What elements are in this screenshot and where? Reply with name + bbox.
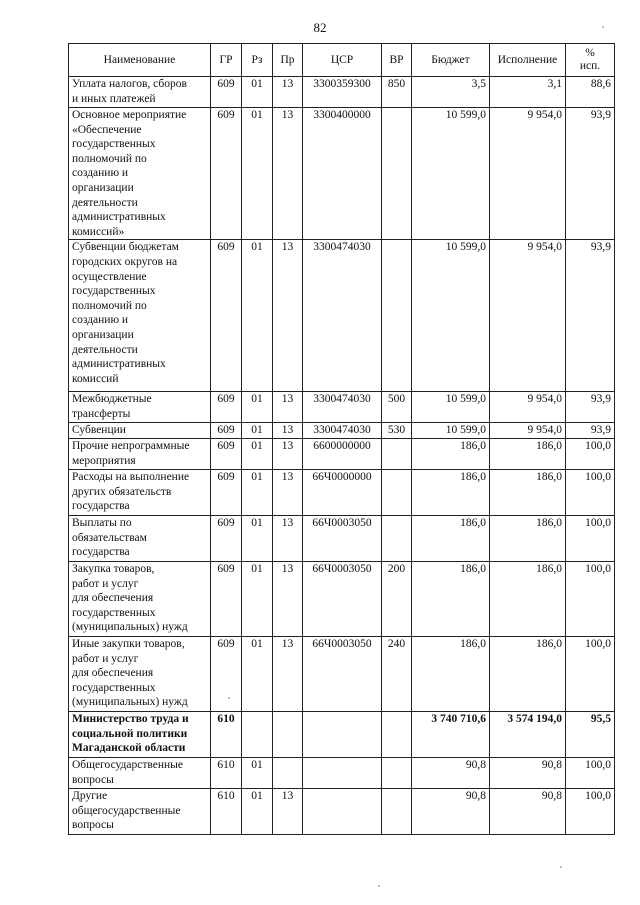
row-csr: 3300474030 xyxy=(303,423,382,439)
row-budget: 90,8 xyxy=(412,757,490,788)
header-csr: ЦСР xyxy=(303,44,382,77)
row-budget: 186,0 xyxy=(412,636,490,711)
row-execution: 186,0 xyxy=(490,636,566,711)
row-rz xyxy=(242,711,273,757)
row-percent: 88,6 xyxy=(566,77,615,108)
row-budget: 186,0 xyxy=(412,438,490,469)
row-percent: 100,0 xyxy=(566,636,615,711)
row-pr: 13 xyxy=(273,240,303,392)
scan-speck xyxy=(378,885,380,887)
table-row xyxy=(69,515,615,561)
row-csr xyxy=(303,757,382,788)
row-csr xyxy=(303,788,382,834)
row-pr: 13 xyxy=(273,469,303,515)
row-rz: 01 xyxy=(242,77,273,108)
row-vr: 530 xyxy=(382,423,412,439)
row-csr: 3300474030 xyxy=(303,392,382,423)
row-budget: 186,0 xyxy=(412,469,490,515)
row-csr: 66Ч0003050 xyxy=(303,561,382,636)
row-pr: 13 xyxy=(273,515,303,561)
header-gr: ГР xyxy=(211,44,242,77)
row-rz: 01 xyxy=(242,423,273,439)
scan-speck xyxy=(560,866,562,868)
table-row xyxy=(69,711,615,757)
row-gr: 609 xyxy=(211,77,242,108)
row-name: Субвенции бюджетам городских округов на осуществление государственных полномочий по созданию и организации деятельности административных комиссий xyxy=(69,240,211,392)
row-gr: 609 xyxy=(211,423,242,439)
row-vr xyxy=(382,788,412,834)
row-rz: 01 xyxy=(242,392,273,423)
row-name: Межбюджетные трансферты xyxy=(69,392,211,423)
row-vr xyxy=(382,757,412,788)
row-execution: 186,0 xyxy=(490,438,566,469)
row-budget: 10 599,0 xyxy=(412,240,490,392)
row-pr: 13 xyxy=(273,636,303,711)
row-budget: 90,8 xyxy=(412,788,490,834)
table-row xyxy=(69,108,615,240)
row-budget: 10 599,0 xyxy=(412,423,490,439)
row-name: Субвенции xyxy=(69,423,211,439)
table-row xyxy=(69,423,615,439)
table-row xyxy=(69,561,615,636)
row-csr: 66Ч0003050 xyxy=(303,636,382,711)
header-rz: Рз xyxy=(242,44,273,77)
row-csr: 66Ч0003050 xyxy=(303,515,382,561)
row-pr xyxy=(273,757,303,788)
row-pr: 13 xyxy=(273,438,303,469)
row-gr: 609 xyxy=(211,636,242,711)
row-percent: 100,0 xyxy=(566,561,615,636)
header-percent: % исп. xyxy=(566,44,615,77)
row-execution: 186,0 xyxy=(490,515,566,561)
row-rz: 01 xyxy=(242,636,273,711)
row-vr xyxy=(382,469,412,515)
row-percent: 95,5 xyxy=(566,711,615,757)
row-budget: 3,5 xyxy=(412,77,490,108)
table-row xyxy=(69,469,615,515)
row-rz: 01 xyxy=(242,438,273,469)
row-percent: 100,0 xyxy=(566,438,615,469)
row-name: Расходы на выполнение других обязательств государства xyxy=(69,469,211,515)
row-execution: 3 574 194,0 xyxy=(490,711,566,757)
row-budget: 186,0 xyxy=(412,561,490,636)
table-row xyxy=(69,392,615,423)
scan-speck xyxy=(228,697,230,699)
row-rz: 01 xyxy=(242,108,273,240)
row-csr: 3300474030 xyxy=(303,240,382,392)
row-execution: 186,0 xyxy=(490,469,566,515)
budget-execution-table xyxy=(68,43,615,835)
row-csr: 3300359300 xyxy=(303,77,382,108)
row-gr: 609 xyxy=(211,108,242,240)
row-budget: 186,0 xyxy=(412,515,490,561)
row-pr: 13 xyxy=(273,108,303,240)
row-vr: 200 xyxy=(382,561,412,636)
row-percent: 100,0 xyxy=(566,515,615,561)
row-gr: 609 xyxy=(211,515,242,561)
row-pr: 13 xyxy=(273,561,303,636)
row-budget: 10 599,0 xyxy=(412,108,490,240)
row-csr xyxy=(303,711,382,757)
header-vr: ВР xyxy=(382,44,412,77)
row-vr: 500 xyxy=(382,392,412,423)
row-gr: 609 xyxy=(211,561,242,636)
row-execution: 90,8 xyxy=(490,757,566,788)
row-gr: 609 xyxy=(211,469,242,515)
row-rz: 01 xyxy=(242,240,273,392)
table-row xyxy=(69,438,615,469)
row-percent: 100,0 xyxy=(566,469,615,515)
row-pr: 13 xyxy=(273,788,303,834)
row-name: Выплаты по обязательствам государства xyxy=(69,515,211,561)
row-pr: 13 xyxy=(273,77,303,108)
row-execution: 9 954,0 xyxy=(490,392,566,423)
row-csr: 66Ч0000000 xyxy=(303,469,382,515)
row-rz: 01 xyxy=(242,788,273,834)
row-execution: 9 954,0 xyxy=(490,240,566,392)
table-row xyxy=(69,636,615,711)
row-name: Прочие непрограммные мероприятия xyxy=(69,438,211,469)
row-execution: 9 954,0 xyxy=(490,108,566,240)
row-percent: 100,0 xyxy=(566,757,615,788)
row-rz: 01 xyxy=(242,757,273,788)
row-percent: 93,9 xyxy=(566,392,615,423)
table-header-row xyxy=(69,44,615,77)
row-vr xyxy=(382,711,412,757)
row-gr: 609 xyxy=(211,240,242,392)
row-name: Иные закупки товаров, работ и услуг для обеспечения государственных (муниципальных) нужд xyxy=(69,636,211,711)
row-pr xyxy=(273,711,303,757)
row-percent: 93,9 xyxy=(566,423,615,439)
row-vr xyxy=(382,108,412,240)
row-budget: 3 740 710,6 xyxy=(412,711,490,757)
row-name: Другие общегосударственные вопросы xyxy=(69,788,211,834)
table-row xyxy=(69,240,615,392)
row-execution: 3,1 xyxy=(490,77,566,108)
row-percent: 93,9 xyxy=(566,108,615,240)
row-gr: 610 xyxy=(211,788,242,834)
header-pr: Пр xyxy=(273,44,303,77)
row-execution: 90,8 xyxy=(490,788,566,834)
row-vr xyxy=(382,438,412,469)
row-csr: 3300400000 xyxy=(303,108,382,240)
row-name: Основное мероприятие «Обеспечение государственных полномочий по созданию и организации деятельности административных комиссий» xyxy=(69,108,211,240)
scan-speck xyxy=(602,26,604,28)
row-execution: 9 954,0 xyxy=(490,423,566,439)
row-execution: 186,0 xyxy=(490,561,566,636)
row-percent: 93,9 xyxy=(566,240,615,392)
row-csr: 6600000000 xyxy=(303,438,382,469)
table-row xyxy=(69,788,615,834)
row-name: Уплата налогов, сборов и иных платежей xyxy=(69,77,211,108)
row-vr xyxy=(382,515,412,561)
row-name: Общегосударственные вопросы xyxy=(69,757,211,788)
page-number: 82 xyxy=(313,20,327,35)
row-vr: 240 xyxy=(382,636,412,711)
table-row xyxy=(69,77,615,108)
header-budget: Бюджет xyxy=(412,44,490,77)
row-rz: 01 xyxy=(242,469,273,515)
row-percent: 100,0 xyxy=(566,788,615,834)
header-execution: Исполнение xyxy=(490,44,566,77)
row-gr: 610 xyxy=(211,711,242,757)
header-name: Наименование xyxy=(69,44,211,77)
row-name: Закупка товаров, работ и услуг для обеспечения государственных (муниципальных) нужд xyxy=(69,561,211,636)
row-pr: 13 xyxy=(273,423,303,439)
row-vr xyxy=(382,240,412,392)
row-rz: 01 xyxy=(242,515,273,561)
row-gr: 609 xyxy=(211,392,242,423)
row-gr: 610 xyxy=(211,757,242,788)
row-rz: 01 xyxy=(242,561,273,636)
row-gr: 609 xyxy=(211,438,242,469)
row-pr: 13 xyxy=(273,392,303,423)
row-name: Министерство труда и социальной политики Магаданской области xyxy=(69,711,211,757)
row-budget: 10 599,0 xyxy=(412,392,490,423)
row-vr: 850 xyxy=(382,77,412,108)
table-row xyxy=(69,757,615,788)
